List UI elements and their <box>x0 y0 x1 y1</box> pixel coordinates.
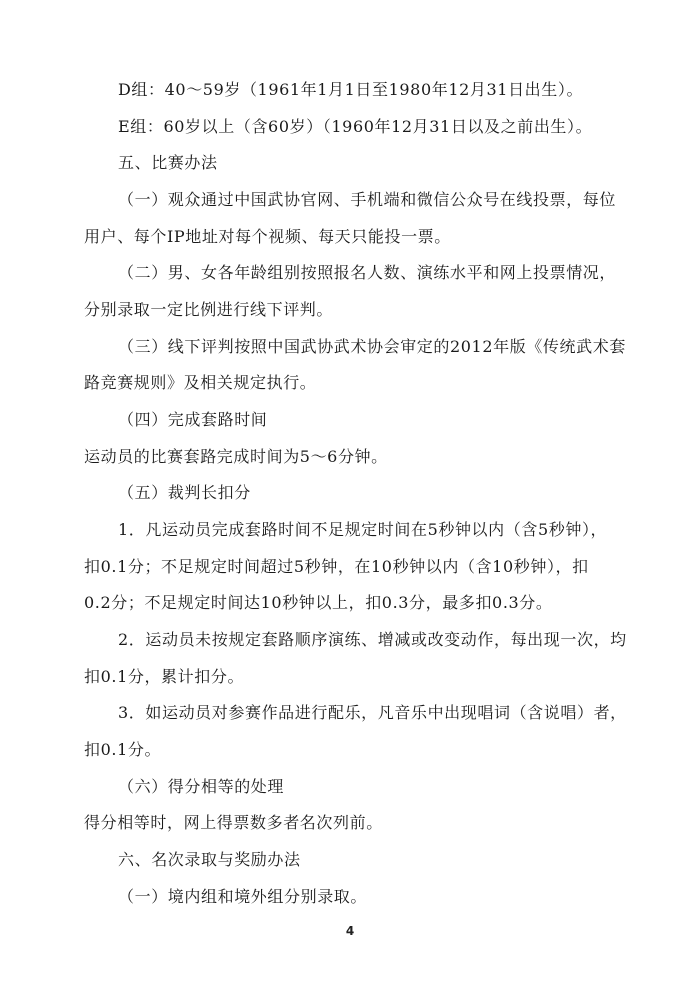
section-heading-ranking-awards: 六、名次录取与奖励办法 <box>118 850 301 869</box>
subheading-routine-time: （四）完成套路时间 <box>118 410 268 429</box>
age-group-e-line: E组：60岁以上（含60岁）（1960年12月31日以及之前出生）。 <box>118 117 593 136</box>
subheading-deductions: （五）裁判长扣分 <box>118 483 251 502</box>
paragraph-line: 扣0.1分。 <box>84 740 162 759</box>
paragraph-line: 3．如运动员对参赛作品进行配乐，凡音乐中出现唱词（含说唱）者， <box>118 703 627 722</box>
subheading-tie-handling: （六）得分相等的处理 <box>118 777 285 796</box>
paragraph-line: （一）境内组和境外组分别录取。 <box>118 887 368 906</box>
paragraph-line: 得分相等时，网上得票数多者名次列前。 <box>84 813 383 832</box>
paragraph-line: （一）观众通过中国武协官网、手机端和微信公众号在线投票，每位 <box>118 190 617 209</box>
page-number: 4 <box>345 924 355 938</box>
paragraph-line: 扣0.1分，累计扣分。 <box>84 667 245 686</box>
paragraph-line: （二）男、女各年龄组别按照报名人数、演练水平和网上投票情况， <box>118 263 617 282</box>
paragraph-line: 0.2分；不足规定时间达10秒钟以上，扣0.3分，最多扣0.3分。 <box>84 593 553 612</box>
paragraph-line: 用户、每个IP地址对每个视频、每天只能投一票。 <box>84 227 451 246</box>
paragraph-line: 1．凡运动员完成套路时间不足规定时间在5秒钟以内（含5秒钟）， <box>118 520 608 539</box>
paragraph-line: 运动员的比赛套路完成时间为5～6分钟。 <box>84 447 388 466</box>
section-heading-competition-method: 五、比赛办法 <box>118 153 218 172</box>
paragraph-line: 分别录取一定比例进行线下评判。 <box>84 300 334 319</box>
age-group-d-line: D组：40～59岁（1961年1月1日至1980年12月31日出生）。 <box>118 80 584 99</box>
paragraph-line: 扣0.1分；不足规定时间超过5秒钟，在10秒钟以内（含10秒钟），扣 <box>84 557 589 576</box>
paragraph-line: （三）线下评判按照中国武协武术协会审定的2012年版《传统武术套 <box>118 337 626 356</box>
paragraph-line: 2．运动员未按规定套路顺序演练、增减或改变动作，每出现一次，均 <box>118 630 627 649</box>
paragraph-line: 路竞赛规则》及相关规定执行。 <box>84 373 317 392</box>
